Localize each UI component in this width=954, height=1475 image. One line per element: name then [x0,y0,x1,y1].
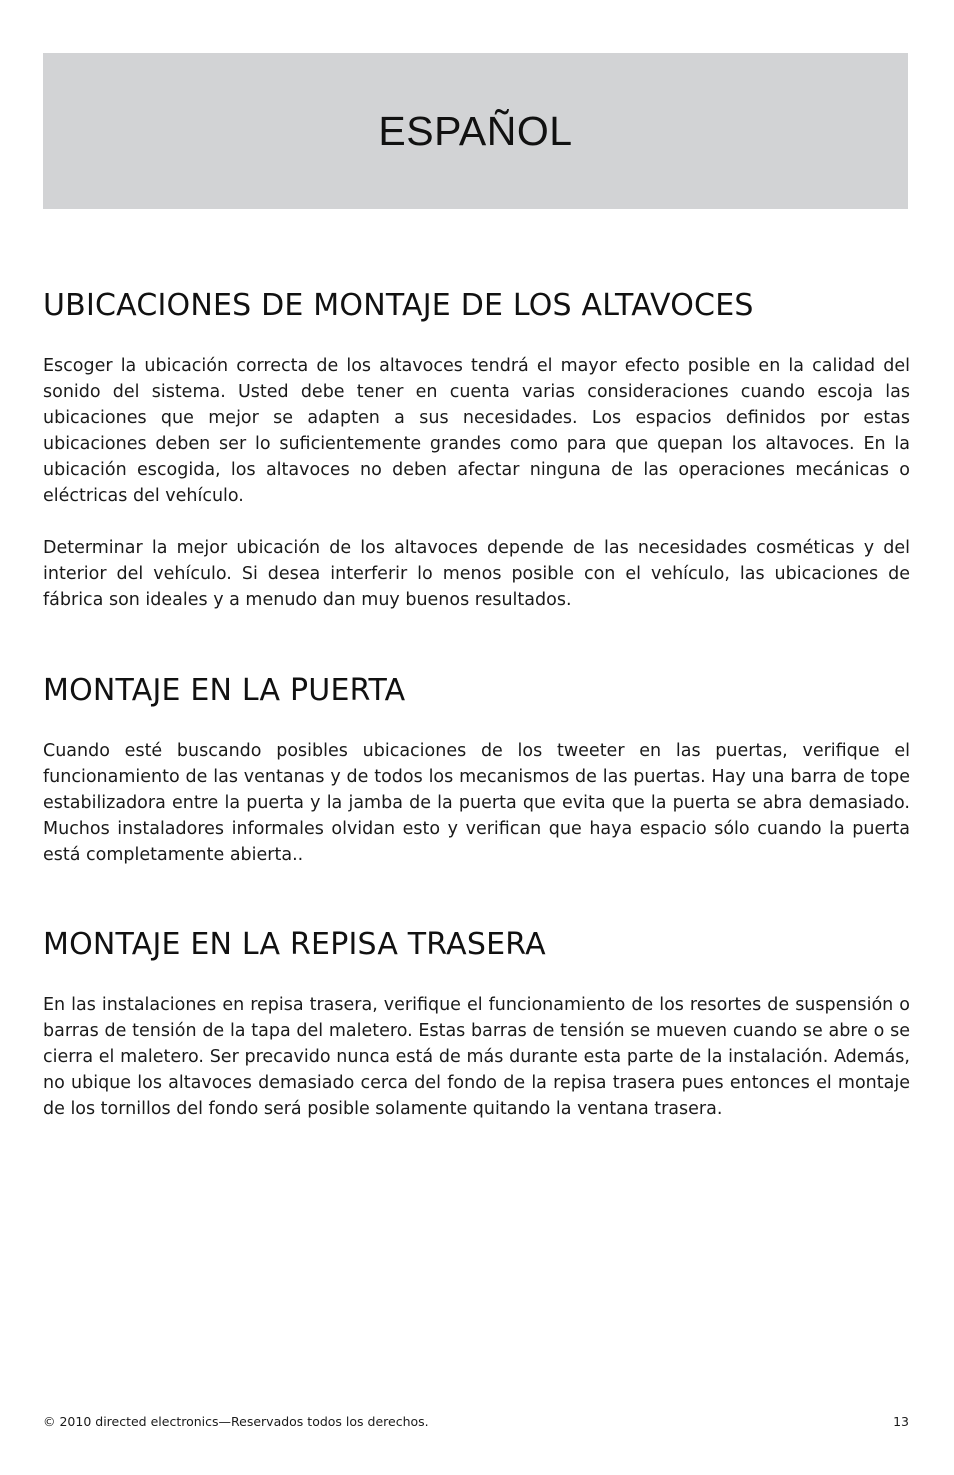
section-paragraph: Cuando esté buscando posibles ubicaciones de los tweeter en las puertas, verifique el funcionamiento de las ventanas y de todos los mecanismos de las puertas. Hay una barra de tope estabilizadora entre la puerta y la jamba de la puerta que evita que la puerta se abra demasiado. Muchos instaladores informales olvidan esto y verifican que haya espacio sólo cuando la puerta está completamente abierta.. [43,741,910,865]
section-door-mounting [43,673,910,868]
section-rear-deck-mounting [43,927,910,1122]
section-heading: UBICACIONES DE MONTAJE DE LOS ALTAVOCES [43,288,754,323]
section-heading: MONTAJE EN LA PUERTA [43,673,406,708]
section-paragraph: Escoger la ubicación correcta de los altavoces tendrá el mayor efecto posible en la calidad del sonido del sistema. Usted debe tener en cuenta varias consideraciones cuando escoja las ubicaciones que mejor se adapten a sus necesidades. Los espacios definidos por estas ubicaciones deben ser lo suficientemente grandes como para que quepan los altavoces. En la ubicación escogida, los altavoces no deben afectar ninguna de las operaciones mecánicas o eléctricas del vehículo. [43,356,910,506]
section-speaker-locations [43,288,910,613]
page-footer [43,1414,909,1429]
section-paragraph: Determinar la mejor ubicación de los altavoces depende de las necesidades cosméticas y del interior del vehículo. Si desea interferir lo menos posible con el vehículo, las ubicaciones de fábrica son ideales y a menudo dan muy buenos resultados. [43,538,910,610]
title-banner [43,53,908,209]
page-number: 13 [893,1414,909,1429]
copyright-notice: © 2010 directed electronics—Reservados todos los derechos. [43,1414,429,1429]
section-heading: MONTAJE EN LA REPISA TRASERA [43,927,546,962]
section-paragraph: En las instalaciones en repisa trasera, verifique el funcionamiento de los resortes de suspensión o barras de tensión de la tapa del maletero. Estas barras de tensión se mueven cuando se abre o se cierra el maletero. Ser precavido nunca está de más durante esta parte de la instalación. Además, no ubique los altavoces demasiado cerca del fondo de la repisa trasera pues entonces el montaje de los tornillos del fondo será posible solamente quitando la ventana trasera. [43,995,910,1119]
page-title: ESPAÑOL [378,107,573,154]
